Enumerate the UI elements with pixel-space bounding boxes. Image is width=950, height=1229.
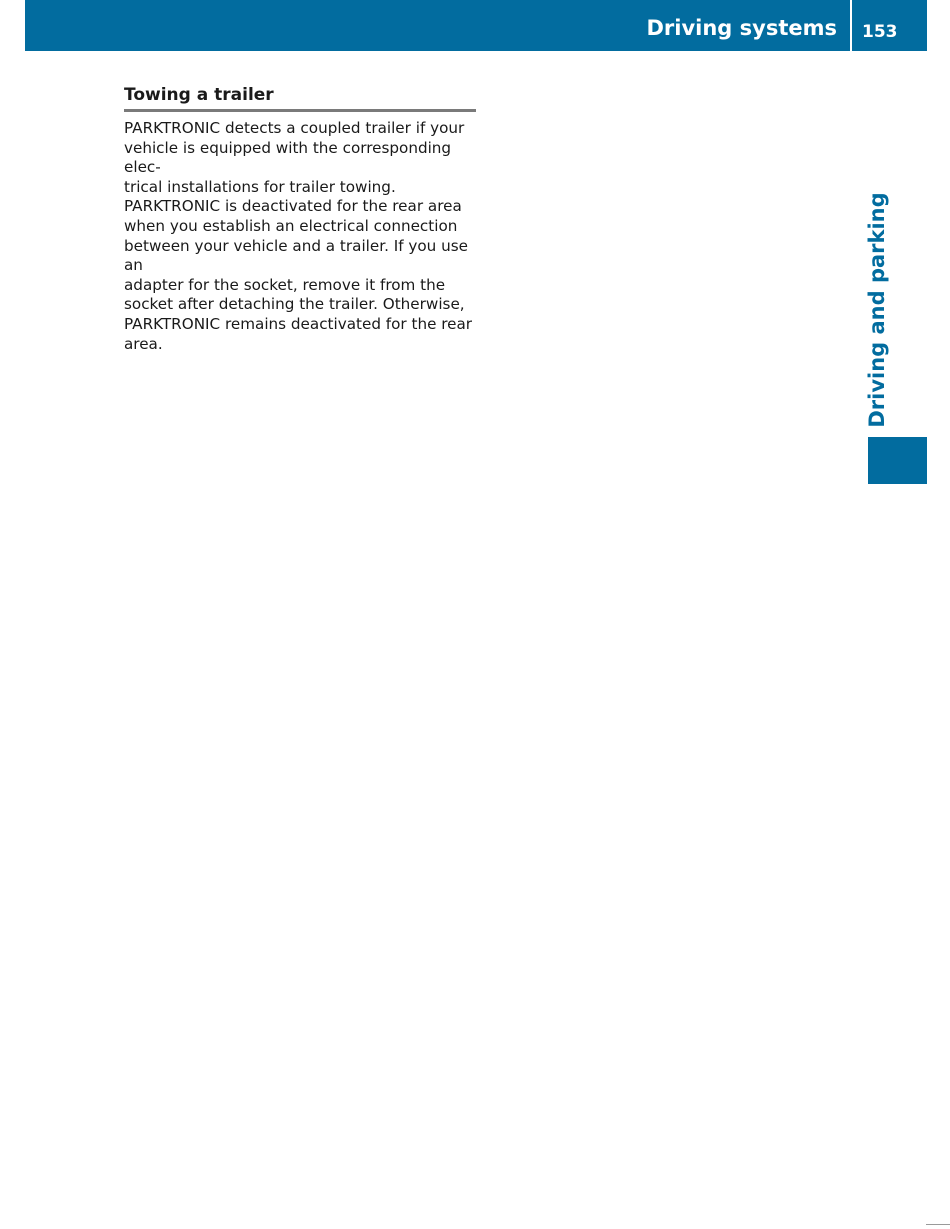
paragraph-line: between your vehicle and a trailer. If you use an [124,236,468,275]
side-tab-marker [868,437,927,484]
paragraph-line: socket after detaching the trailer. Otherwise, [124,295,465,314]
side-tab-label: Driving and parking [865,192,889,428]
paragraph-line: PARKTRONIC detects a coupled trailer if your [124,119,465,137]
header-divider [850,0,852,51]
section-title: Driving systems [646,16,837,40]
paragraph-line: area. [124,334,163,353]
crop-mark [926,1224,950,1225]
heading-rule [124,109,476,112]
paragraph-line: PARKTRONIC remains deactivated for the rear [124,314,473,333]
paragraph-line: PARKTRONIC is deactivated for the rear area [124,197,462,216]
paragraph-line: vehicle is equipped with the corresponding elec- [124,138,452,177]
page-number: 153 [862,22,898,42]
paragraph-line: adapter for the socket, remove it from the [124,275,446,294]
paragraph-line: when you establish an electrical connection [124,216,458,235]
paragraph-line: trical installations for trailer towing. [124,177,396,196]
body-paragraph [124,119,480,354]
section-heading: Towing a trailer [124,85,274,105]
